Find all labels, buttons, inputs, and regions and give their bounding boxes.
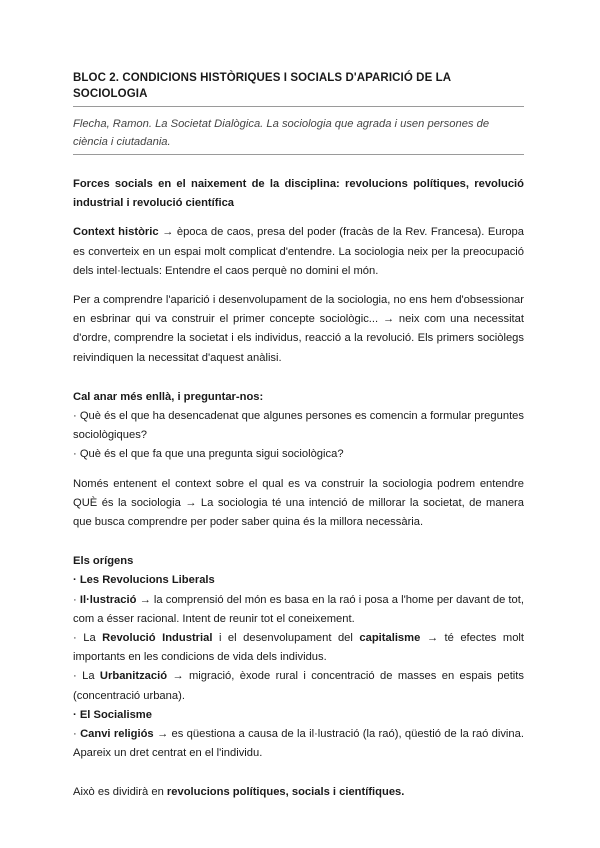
origin-paragraph: Per a comprendre l'aparició i desenvolupament de la sociologia, no ens hem d'obsessionar en esbrinar qui va construir el primer concepte sociològic... → neix com una necessitat d'ordre, comprendre la societat i els individus, reacció a la revolució. Els primers sociòlegs reivindiquen la necessitat d'aquest anàlisi. <box>73 294 524 364</box>
canvi-religios-text: → es qüestiona a causa de la il·lustració (la raó), qüestió de la raó divina. Apareix un dret centrat en el l'individu. <box>73 728 524 760</box>
context-historic-label: Context històric <box>73 226 159 239</box>
section-heading-origens: Els orígens <box>73 555 134 568</box>
section-heading-preguntar: Cal anar més enllà, i preguntar-nos: <box>73 390 264 403</box>
list-item-urbanitzacio <box>73 667 524 705</box>
bullet: · <box>73 593 80 606</box>
list-item-canvi-religios <box>73 725 524 763</box>
context-historic-text: → època de caos, presa del poder (fracàs de la Rev. Francesa). Europa es converteix en un espai molt complicat d'entendre. La sociologia neix per la preocupació dels intel·lectuals: Entendre el caos perquè no domini el món. <box>73 226 524 277</box>
urbanitzacio-text: → migració, èxode rural i concentració de masses en espais petits (concentració urbana). <box>73 670 524 702</box>
question-2: · Què és el que fa que una pregunta sigui sociològica? <box>73 448 344 461</box>
context-historic-paragraph <box>73 223 524 281</box>
list-item-illustracio <box>73 591 524 629</box>
revolucions-liberals-label: · Les Revolucions Liberals <box>73 574 215 587</box>
closing-bold: revolucions polítiques, socials i científiques. <box>166 786 405 799</box>
closing-prefix: Això es dividirà en <box>73 786 167 799</box>
list-item-revolucio-industrial <box>73 629 524 667</box>
bullet: · La <box>73 632 103 645</box>
socialisme-label: · El Socialisme <box>73 708 152 721</box>
list-item-socialisme <box>73 706 524 725</box>
revolucio-industrial-label: Revolució Industrial <box>102 632 213 645</box>
context-paragraph: Només entenent el context sobre el qual es va construir la sociologia podrem entendre QUÈ és la sociologia → La sociologia té una intenció de millorar la societat, de manera que busca comprendre per poder saber quina és la millora necessària. <box>73 477 524 529</box>
bullet: · La <box>73 670 100 683</box>
question-1: · Què és el que ha desencadenat que algunes persones es comencin a formular preguntes sociològiques? <box>73 410 524 442</box>
canvi-religios-label: Canvi religiós <box>80 728 154 741</box>
revolucio-industrial-text: → té efectes molt importants en les condicions de vida dels individus. <box>73 632 525 664</box>
closing-paragraph <box>73 783 524 802</box>
document-title: BLOC 2. CONDICIONS HISTÒRIQUES I SOCIALS D'APARICIÓ DE LA SOCIOLOGIA <box>73 72 451 100</box>
bullet: · <box>73 728 81 741</box>
revolucio-industrial-mid: i el desenvolupament del <box>212 632 360 645</box>
title-divider <box>73 106 524 107</box>
citation: Flecha, Ramon. La Societat Dialògica. La sociologia que agrada i usen persones de ciència i ciutadania. <box>73 118 490 148</box>
capitalisme-label: capitalisme <box>359 632 421 645</box>
illustracio-text: → la comprensió del món es basa en la raó i posa a l'home per davant de tot, com a ésser racional. Intent de reunir tot el coneixement. <box>73 593 524 625</box>
urbanitzacio-label: Urbanització <box>99 670 168 683</box>
illustracio-label: Il·lustració <box>79 593 137 606</box>
section-heading-forces-socials: Forces socials en el naixement de la disciplina: revolucions polítiques, revolució industrial i revolució científica <box>73 178 524 210</box>
list-item-revolucions-liberals <box>73 571 524 590</box>
